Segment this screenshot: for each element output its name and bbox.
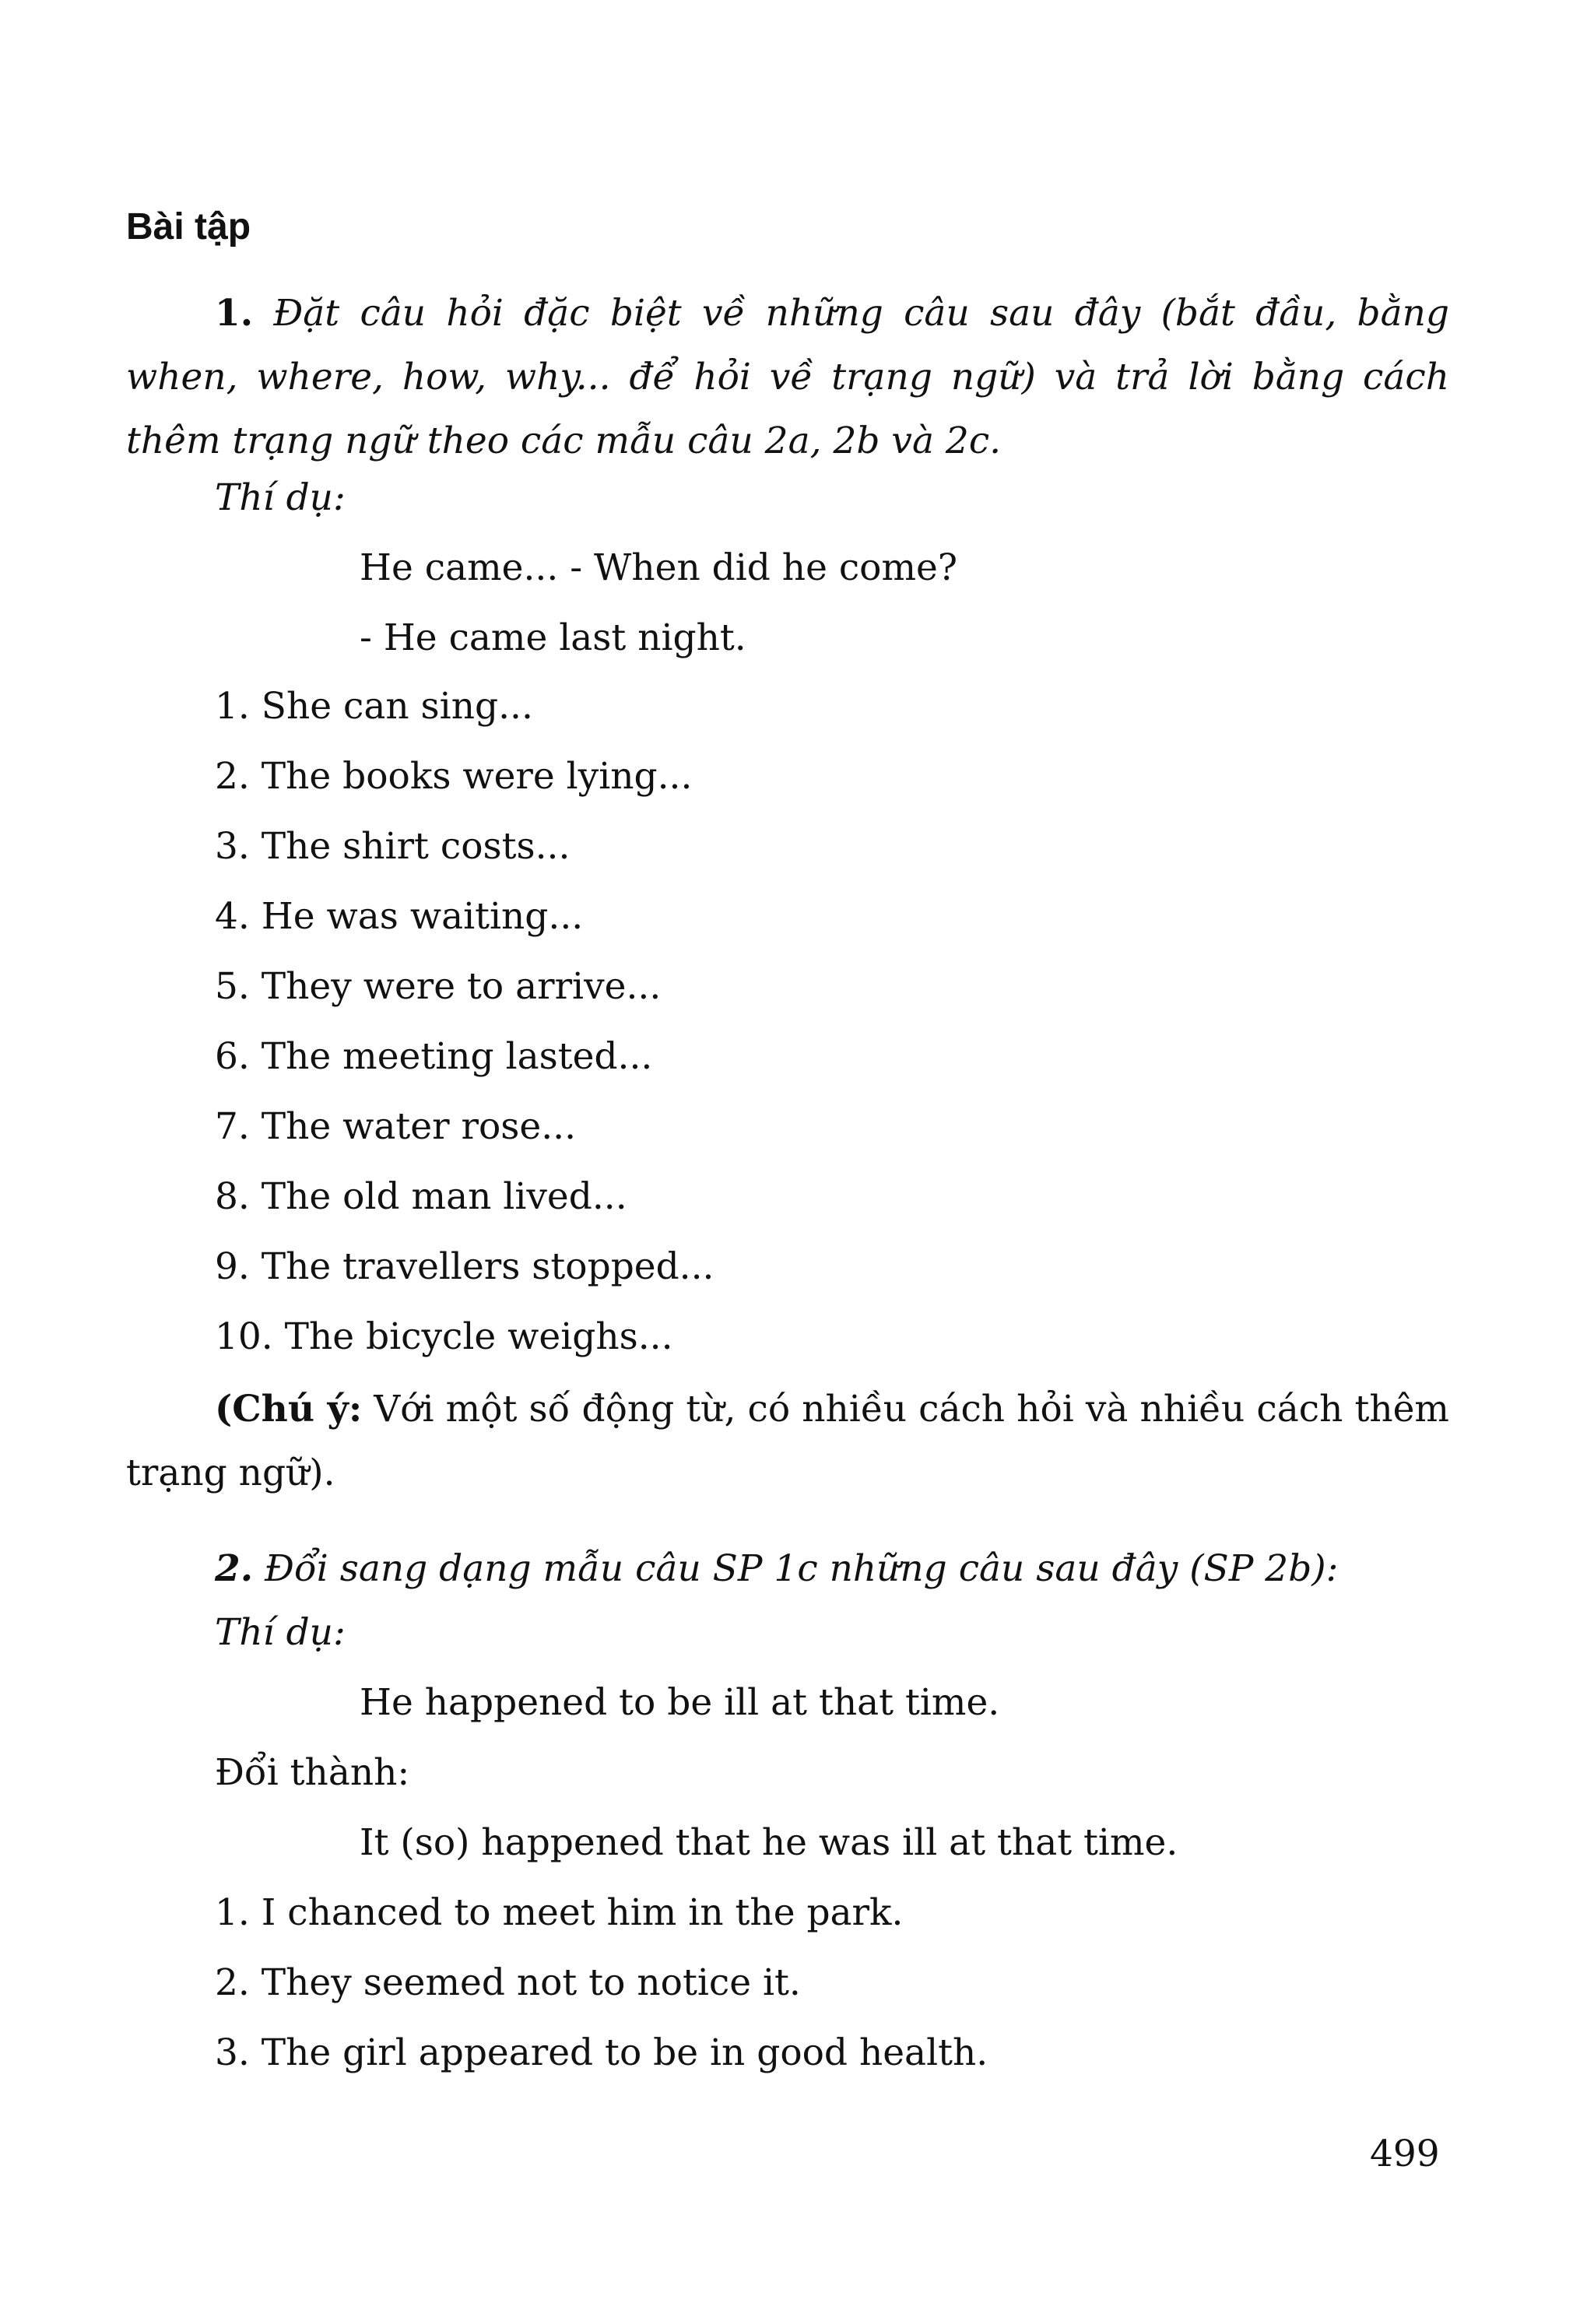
note-text: Với một số động từ, có nhiều cách hỏi và nhiều cách thêm trạng ngữ). bbox=[126, 1388, 1449, 1494]
exercise-1-item: 7. The water rose... bbox=[215, 1105, 577, 1148]
exercise-2-item: 1. I chanced to meet him in the park. bbox=[215, 1891, 904, 1934]
exercise-1-example-label: Thí dụ: bbox=[215, 476, 346, 519]
exercise-2-item: 3. The girl appeared to be in good health. bbox=[215, 2031, 988, 2074]
exercise-1-instruction bbox=[126, 282, 1449, 473]
exercise-2-text: Đổi sang dạng mẫu câu SP 1c những câu sau đây (SP 2b): bbox=[265, 1547, 1339, 1590]
exercise-1-item: 10. The bicycle weighs... bbox=[215, 1315, 673, 1358]
exercise-2-instruction bbox=[126, 1537, 1449, 1601]
exercise-1-item: 2. The books were lying... bbox=[215, 755, 693, 798]
exercise-1-item: 4. He was waiting... bbox=[215, 895, 584, 938]
exercise-1-item: 3. The shirt costs... bbox=[215, 825, 571, 868]
exercise-1-item: 6. The meeting lasted... bbox=[215, 1035, 653, 1078]
exercise-2-converted-sentence: It (so) happened that he was ill at that time. bbox=[360, 1821, 1178, 1864]
page-number: 499 bbox=[1370, 2133, 1440, 2175]
exercise-2-number: 2. bbox=[215, 1547, 254, 1590]
exercise-2-item: 2. They seemed not to notice it. bbox=[215, 1961, 801, 2004]
exercise-1-number: 1. bbox=[215, 292, 254, 335]
exercise-1-item: 8. The old man lived... bbox=[215, 1175, 627, 1218]
note-label: Chú ý: bbox=[232, 1388, 363, 1431]
section-heading: Bài tập bbox=[126, 206, 251, 247]
exercise-1-item: 1. She can sing... bbox=[215, 685, 533, 728]
exercise-1-item: 5. They were to arrive... bbox=[215, 965, 662, 1008]
exercise-1-item: 9. The travellers stopped... bbox=[215, 1245, 714, 1288]
exercise-1-note: (Chú ý: Với một số động từ, có nhiều cách hỏi và nhiều cách thêm trạng ngữ). bbox=[126, 1388, 1449, 1494]
exercise-2-convert-label: Đổi thành: bbox=[215, 1751, 410, 1794]
exercise-1-text: Đặt câu hỏi đặc biệt về những câu sau đây (bắt đầu, bằng when, where, how, why... để hỏi về trạng ngữ) và trả lời bằng cách thêm trạng ngữ theo các mẫu câu 2a, 2b và 2c. bbox=[126, 292, 1449, 462]
exercise-2-example-label: Thí dụ: bbox=[215, 1611, 346, 1654]
exercise-1-example-line-1: He came... - When did he come? bbox=[360, 546, 958, 589]
exercise-1-example-line-2: - He came last night. bbox=[360, 616, 746, 659]
exercise-2-example-sentence: He happened to be ill at that time. bbox=[360, 1681, 1000, 1724]
